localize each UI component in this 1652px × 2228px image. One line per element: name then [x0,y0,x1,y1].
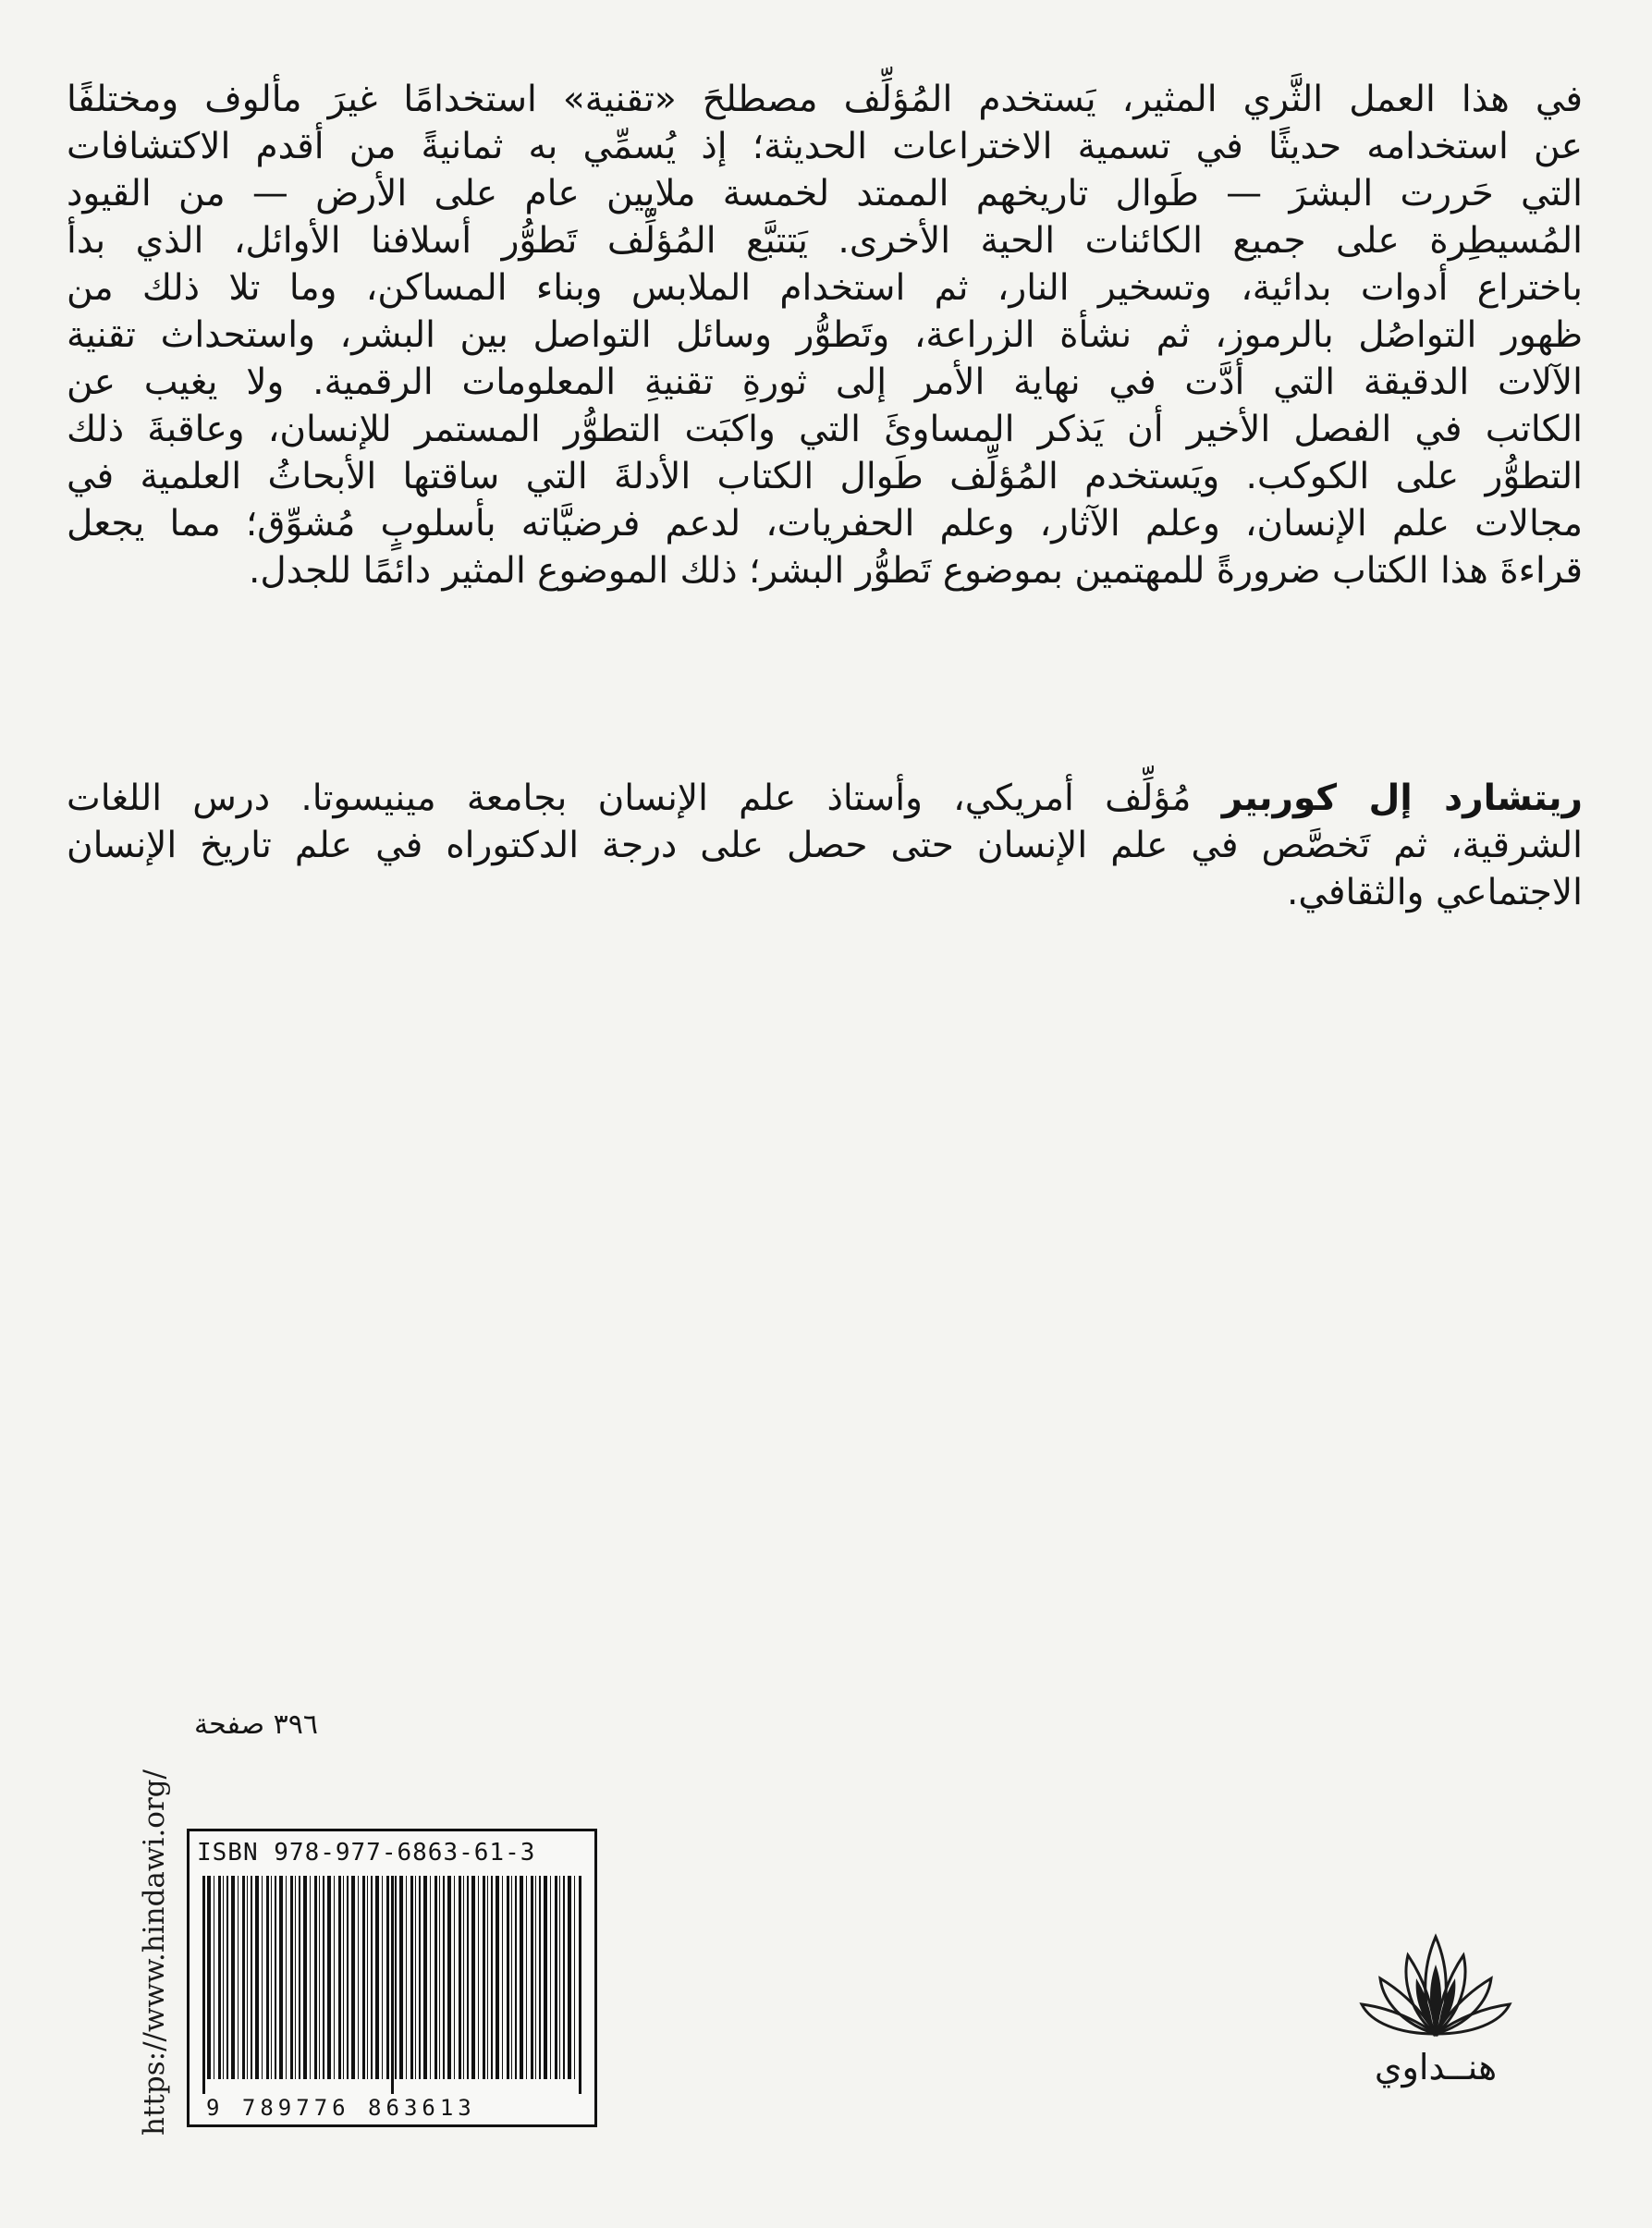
barcode-number: 9 789776 863613 [206,2095,576,2121]
author-bio-line [67,775,1583,822]
description-line: الكاتب في الفصل الأخير أن يَذكر المساوئَ التي واكبَت التطوُّر المستمر للإنسان، وعاقبةَ ذلك [67,409,1583,450]
description-line: باختراع أدوات بدائية، وتسخير النار، ثم استخدام الملابس وبناء المساكن، وما تلا ذلك من [67,267,1583,309]
publisher-url[interactable]: https://www.hindawi.org/ [138,1769,171,2136]
author-bio-text: مُؤلِّف أمريكي، وأستاذ علم الإنسان بجامعة مينيسوتا. درس اللغات [67,777,1222,819]
barcode-guard-right [579,1876,581,2094]
isbn-barcode-box [187,1829,597,2127]
description-line: ظهور التواصُل بالرموز، ثم نشأة الزراعة، وتَطوُّر وسائل التواصل بين البشر، واستحداث تقنية [67,314,1583,356]
isbn-number: ISBN 978-977-6863-61-3 [197,1839,536,1867]
description-line: المُسيطِرة على جميع الكائنات الحية الأخرى. يَتتبَّع المُؤلِّف تَطوُّر أسلافنا الأوائل، الذي بدأ [67,220,1583,262]
page-count: ٣٩٦ صفحة [194,1708,318,1741]
author-bio-line: الشرقية، ثم تَخصَّص في علم الإنسان حتى حصل على درجة الدكتوراه في علم تاريخ الإنسان [67,825,1583,866]
barcode-guard-left [202,1876,205,2094]
book-description [67,76,1583,594]
lotus-icon [1357,1904,1514,2043]
description-line: قراءةَ هذا الكتاب ضرورةً للمهتمين بموضوع تَطوُّر البشر؛ ذلك الموضوع المثير دائمًا للجدل. [249,550,1583,592]
publisher-logo [1348,1904,1524,2145]
description-line: الآلات الدقيقة التي أدَّت في نهاية الأمر إلى ثورةِ تقنيةِ المعلومات الرقمية. ولا يغيب عن [67,361,1583,403]
author-name: ريتشارد إل كوربير [1221,777,1583,819]
description-line: مجالات علم الإنسان، وعلم الآثار، وعلم الحفريات، لدعم فرضيَّاته بأسلوبٍ مُشوِّق؛ مما يجعل [67,503,1583,545]
description-line: التطوُّر على الكوكب. ويَستخدم المُؤلِّف طَوال الكتاب الأدلةَ التي ساقتها الأبحاثُ العلمية في [67,456,1583,497]
author-bio-line: الاجتماعي والثقافي. [1286,872,1583,913]
description-line: في هذا العمل الثَّري المثير، يَستخدم المُؤلِّف مصطلحَ «تقنية» استخدامًا غيرَ مألوف ومختلفًا [67,79,1583,120]
author-bio [67,775,1583,916]
description-line: التي حَررت البشرَ — طَوال تاريخهم الممتد لخمسة ملايين عام على الأرض — من القيود [67,173,1583,214]
publisher-name: هنــداوي [1374,2047,1498,2087]
description-line: عن استخدامه حديثًا في تسمية الاختراعات الحديثة؛ إذ يُسمِّي به ثمانيةً من أقدم الاكتشافات [67,126,1583,167]
barcode-guard-center [391,1876,394,2094]
